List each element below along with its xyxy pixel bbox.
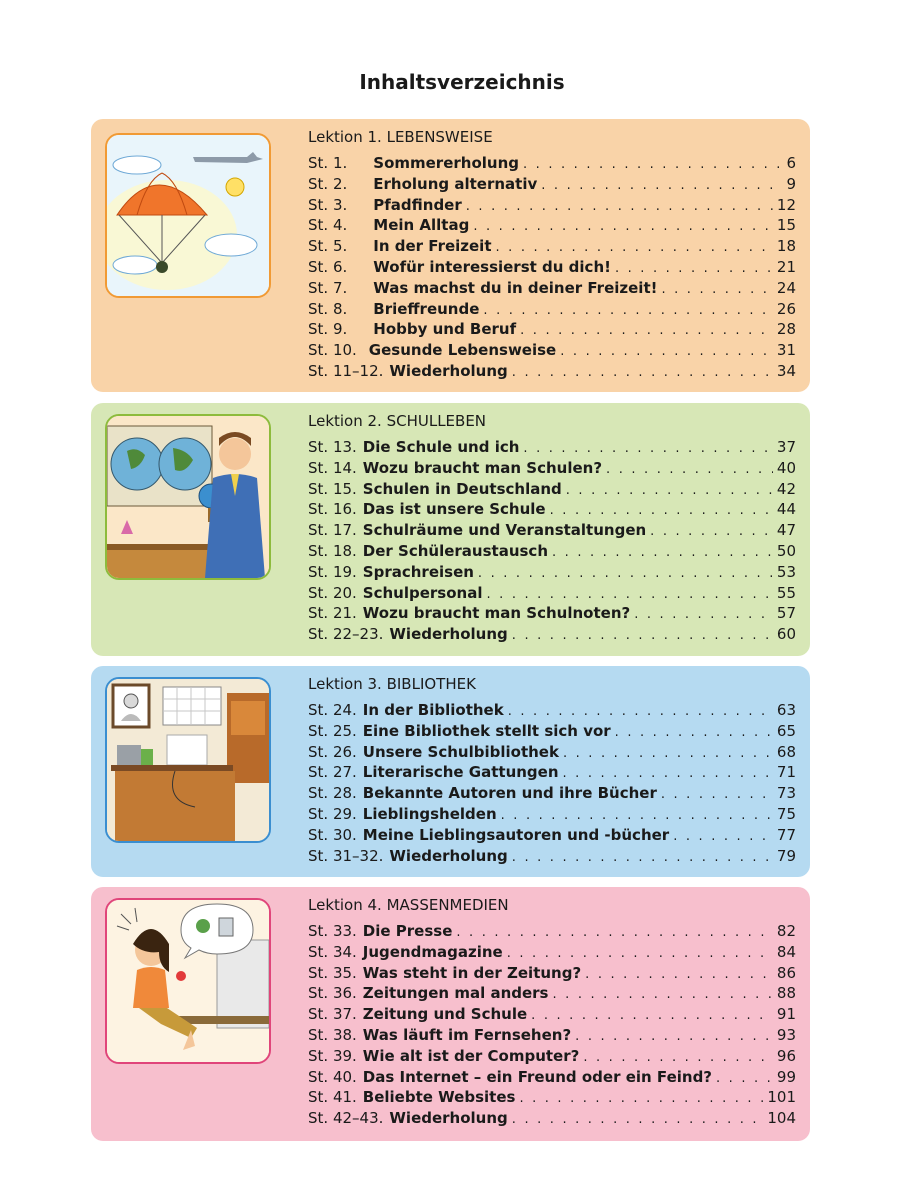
entry-title: Sprachreisen xyxy=(362,562,474,581)
leader-dots xyxy=(519,1091,763,1106)
toc-entry[interactable] xyxy=(308,320,796,341)
toc-entry[interactable] xyxy=(308,763,796,784)
entry-title: Literarische Gattungen xyxy=(362,763,559,782)
leader-dots xyxy=(552,987,772,1002)
leader-dots xyxy=(466,199,773,214)
lesson-1-panel xyxy=(91,119,810,392)
lesson-3-panel xyxy=(91,666,810,877)
entry-page: 104 xyxy=(767,1109,796,1128)
entry-title: Gesunde Lebensweise xyxy=(368,341,557,360)
lesson-2-panel xyxy=(91,403,810,656)
entry-page: 86 xyxy=(776,963,796,982)
lesson-1-entries xyxy=(308,154,796,383)
lesson-3-entries xyxy=(308,701,796,867)
entry-number: St. 18. xyxy=(308,541,357,560)
entry-title: Jugendmagazine xyxy=(362,942,503,961)
entry-page: 73 xyxy=(776,784,796,803)
entry-title: Wozu braucht man Schulnoten? xyxy=(362,604,631,623)
entry-page: 99 xyxy=(776,1067,796,1086)
leader-dots xyxy=(473,219,773,234)
leader-dots xyxy=(486,587,772,602)
toc-entry[interactable] xyxy=(308,237,796,258)
toc-entry[interactable] xyxy=(308,847,796,868)
entry-number: St. 33. xyxy=(308,922,357,940)
entry-page: 42 xyxy=(776,479,796,498)
entry-page: 47 xyxy=(776,521,796,540)
toc-entry[interactable] xyxy=(308,943,796,964)
entry-page: 63 xyxy=(776,701,796,719)
entry-page: 60 xyxy=(776,625,796,644)
leader-dots xyxy=(661,282,772,297)
entry-page: 84 xyxy=(776,942,796,961)
entry-page: 40 xyxy=(776,458,796,477)
toc-entry[interactable] xyxy=(308,722,796,743)
entry-title: Schulräume und Veranstaltungen xyxy=(362,521,647,540)
entry-title: Was steht in der Zeitung? xyxy=(362,963,582,982)
entry-page: 37 xyxy=(776,438,796,456)
leader-dots xyxy=(523,441,773,456)
leader-dots xyxy=(615,725,773,740)
leader-dots xyxy=(563,766,773,781)
entry-page: 12 xyxy=(776,195,796,214)
entry-number: St. 10. xyxy=(308,341,357,360)
toc-entry[interactable] xyxy=(308,625,796,646)
entry-title: Wiederholung xyxy=(389,361,508,380)
entry-number: St. 27. xyxy=(308,763,357,782)
entry-number: St. 38. xyxy=(308,1025,357,1044)
entry-number: St. 34. xyxy=(308,942,357,961)
entry-page: 57 xyxy=(776,604,796,623)
entry-page: 24 xyxy=(776,278,796,297)
toc-entry[interactable] xyxy=(308,964,796,985)
entry-title: Was läuft im Fernsehen? xyxy=(362,1025,572,1044)
parachute-icon xyxy=(107,135,269,296)
leader-dots xyxy=(512,628,773,643)
entry-number: St. 21. xyxy=(308,604,357,623)
entry-page: 68 xyxy=(776,742,796,761)
toc-entry[interactable] xyxy=(308,922,796,943)
entry-number: St. 26. xyxy=(308,742,357,761)
entry-number: St. 4. xyxy=(308,216,348,235)
toc-entry[interactable] xyxy=(308,341,796,362)
leader-dots xyxy=(478,566,773,581)
toc-entry[interactable] xyxy=(308,805,796,826)
toc-entry[interactable] xyxy=(308,521,796,542)
toc-entry[interactable] xyxy=(308,279,796,300)
toc-entry[interactable] xyxy=(308,438,796,459)
leader-dots xyxy=(634,607,773,622)
entry-number: St. 14. xyxy=(308,458,357,477)
teacher-globe-icon xyxy=(107,416,269,578)
leader-dots xyxy=(523,157,782,172)
leader-dots xyxy=(650,524,773,539)
toc-entry[interactable] xyxy=(308,216,796,237)
toc-entry[interactable] xyxy=(308,480,796,501)
entry-page: 31 xyxy=(776,341,796,360)
entry-title: Mein Alltag xyxy=(373,216,470,235)
lesson-4-illustration xyxy=(105,898,271,1064)
entry-number: St. 25. xyxy=(308,721,357,740)
entry-title: Das Internet – ein Freund oder ein Feind? xyxy=(362,1067,713,1086)
entry-title: Hobby und Beruf xyxy=(373,320,517,339)
entry-page: 53 xyxy=(776,562,796,581)
lesson-4-entries xyxy=(308,922,796,1130)
entry-page: 9 xyxy=(786,174,796,193)
entry-number: St. 36. xyxy=(308,984,357,1003)
leader-dots xyxy=(550,503,773,518)
entry-page: 55 xyxy=(776,583,796,602)
entry-title: Schulpersonal xyxy=(362,583,483,602)
entry-number: St. 24. xyxy=(308,701,357,719)
entry-page: 77 xyxy=(776,825,796,844)
entry-number: St. 15. xyxy=(308,479,357,498)
entry-title: Wie alt ist der Computer? xyxy=(362,1046,580,1065)
entry-page: 34 xyxy=(776,361,796,380)
toc-entry[interactable] xyxy=(308,1109,796,1130)
leader-dots xyxy=(566,483,773,498)
entry-title: In der Bibliothek xyxy=(362,701,504,719)
leader-dots xyxy=(483,303,773,318)
lesson-2-heading: Lektion 2. SCHULLEBEN xyxy=(308,412,487,430)
entry-page: 82 xyxy=(776,922,796,940)
entry-number: St. 30. xyxy=(308,825,357,844)
entry-number: St. 39. xyxy=(308,1046,357,1065)
leader-dots xyxy=(501,808,773,823)
entry-title: Schulen in Deutschland xyxy=(362,479,562,498)
lesson-1-illustration xyxy=(105,133,271,298)
entry-number: St. 7. xyxy=(308,278,348,297)
entry-title: Eine Bibliothek stellt sich vor xyxy=(362,721,611,740)
girl-tv-icon xyxy=(107,900,269,1062)
toc-entry[interactable] xyxy=(308,1047,796,1068)
entry-number: St. 11–12. xyxy=(308,361,384,380)
leader-dots xyxy=(512,365,773,380)
entry-page: 44 xyxy=(776,500,796,519)
toc-entry[interactable] xyxy=(308,542,796,563)
toc-entry[interactable] xyxy=(308,984,796,1005)
toc-entry[interactable] xyxy=(308,1088,796,1109)
entry-title: Zeitung und Schule xyxy=(362,1005,528,1024)
entry-title: Die Presse xyxy=(362,922,453,940)
toc-entry[interactable] xyxy=(308,743,796,764)
leader-dots xyxy=(541,178,782,193)
entry-title: Unsere Schulbibliothek xyxy=(362,742,559,761)
leader-dots xyxy=(673,829,773,844)
entry-title: Wozu braucht man Schulen? xyxy=(362,458,603,477)
entry-title: In der Freizeit xyxy=(373,237,492,256)
toc-entry[interactable] xyxy=(308,784,796,805)
entry-number: St. 8. xyxy=(308,299,348,318)
leader-dots xyxy=(606,462,773,477)
entry-number: St. 40. xyxy=(308,1067,357,1086)
entry-number: St. 9. xyxy=(308,320,348,339)
toc-entry[interactable] xyxy=(308,584,796,605)
entry-title: Der Schüleraustausch xyxy=(362,541,549,560)
library-icon xyxy=(107,679,269,841)
toc-entry[interactable] xyxy=(308,175,796,196)
entry-number: St. 2. xyxy=(308,174,348,193)
toc-entry[interactable] xyxy=(308,826,796,847)
entry-title: Meine Lieblingsautoren und -bücher xyxy=(362,825,670,844)
entry-page: 101 xyxy=(767,1088,796,1107)
entry-page: 88 xyxy=(776,984,796,1003)
entry-number: St. 5. xyxy=(308,237,348,256)
entry-number: St. 41. xyxy=(308,1088,357,1107)
toc-entry[interactable] xyxy=(308,563,796,584)
entry-page: 96 xyxy=(776,1046,796,1065)
entry-page: 71 xyxy=(776,763,796,782)
entry-number: St. 16. xyxy=(308,500,357,519)
entry-number: St. 1. xyxy=(308,154,348,172)
leader-dots xyxy=(512,1112,764,1127)
toc-entry[interactable] xyxy=(308,459,796,480)
leader-dots xyxy=(456,925,773,940)
leader-dots xyxy=(563,746,773,761)
entry-number: St. 3. xyxy=(308,195,348,214)
entry-number: St. 17. xyxy=(308,521,357,540)
entry-page: 18 xyxy=(776,237,796,256)
lesson-3-heading: Lektion 3. BIBLIOTHEK xyxy=(308,675,476,693)
entry-title: Zeitungen mal anders xyxy=(362,984,549,1003)
entry-number: St. 42–43. xyxy=(308,1109,384,1128)
entry-page: 28 xyxy=(776,320,796,339)
leader-dots xyxy=(661,787,773,802)
leader-dots xyxy=(496,240,773,255)
entry-title: Erholung alternativ xyxy=(373,174,538,193)
entry-title: Lieblingshelden xyxy=(362,804,497,823)
entry-page: 91 xyxy=(776,1005,796,1024)
lesson-2-illustration xyxy=(105,414,271,580)
entry-title: Wiederholung xyxy=(389,1109,508,1128)
entry-number: St. 19. xyxy=(308,562,357,581)
lesson-1-heading: Lektion 1. LEBENSWEISE xyxy=(308,128,493,146)
entry-page: 50 xyxy=(776,541,796,560)
leader-dots xyxy=(560,344,773,359)
toc-entry[interactable] xyxy=(308,701,796,722)
entry-title: Wofür interessierst du dich! xyxy=(373,257,611,276)
entry-page: 79 xyxy=(776,846,796,865)
entry-page: 15 xyxy=(776,216,796,235)
entry-title: Pfadfinder xyxy=(373,195,462,214)
lesson-4-panel xyxy=(91,887,810,1141)
toc-entry[interactable] xyxy=(308,362,796,383)
leader-dots xyxy=(512,850,773,865)
entry-title: Beliebte Websites xyxy=(362,1088,516,1107)
entry-title: Was machst du in deiner Freizeit! xyxy=(373,278,658,297)
entry-title: Brieffreunde xyxy=(373,299,480,318)
entry-page: 75 xyxy=(776,804,796,823)
entry-page: 6 xyxy=(786,154,796,172)
lesson-4-heading: Lektion 4. MASSENMEDIEN xyxy=(308,896,509,914)
entry-page: 93 xyxy=(776,1025,796,1044)
lesson-2-entries xyxy=(308,438,796,646)
entry-number: St. 29. xyxy=(308,804,357,823)
leader-dots xyxy=(531,1008,773,1023)
entry-title: Die Schule und ich xyxy=(362,438,520,456)
entry-title: Wiederholung xyxy=(389,846,508,865)
leader-dots xyxy=(507,946,773,961)
leader-dots xyxy=(716,1071,773,1086)
entry-number: St. 20. xyxy=(308,583,357,602)
leader-dots xyxy=(585,967,773,982)
leader-dots xyxy=(508,704,773,719)
entry-title: Wiederholung xyxy=(389,625,508,644)
entry-number: St. 13. xyxy=(308,438,357,456)
page-title: Inhaltsverzeichnis xyxy=(359,70,565,94)
toc-entry[interactable] xyxy=(308,604,796,625)
entry-number: St. 22–23. xyxy=(308,625,384,644)
toc-entry[interactable] xyxy=(308,1068,796,1089)
entry-page: 21 xyxy=(776,257,796,276)
leader-dots xyxy=(615,261,773,276)
entry-number: St. 37. xyxy=(308,1005,357,1024)
toc-entry[interactable] xyxy=(308,258,796,279)
toc-entry[interactable] xyxy=(308,154,796,175)
toc-entry[interactable] xyxy=(308,500,796,521)
lesson-3-illustration xyxy=(105,677,271,843)
leader-dots xyxy=(575,1029,773,1044)
entry-number: St. 28. xyxy=(308,784,357,803)
toc-entry[interactable] xyxy=(308,1026,796,1047)
entry-title: Sommererholung xyxy=(373,154,519,172)
entry-page: 65 xyxy=(776,721,796,740)
entry-number: St. 31–32. xyxy=(308,846,384,865)
toc-entry[interactable] xyxy=(308,1005,796,1026)
entry-number: St. 6. xyxy=(308,257,348,276)
entry-number: St. 35. xyxy=(308,963,357,982)
leader-dots xyxy=(583,1050,773,1065)
entry-title: Bekannte Autoren und ihre Bücher xyxy=(362,784,657,803)
toc-entry[interactable] xyxy=(308,196,796,217)
entry-page: 26 xyxy=(776,299,796,318)
toc-entry[interactable] xyxy=(308,300,796,321)
entry-title: Das ist unsere Schule xyxy=(362,500,546,519)
leader-dots xyxy=(552,545,773,560)
leader-dots xyxy=(520,323,773,338)
